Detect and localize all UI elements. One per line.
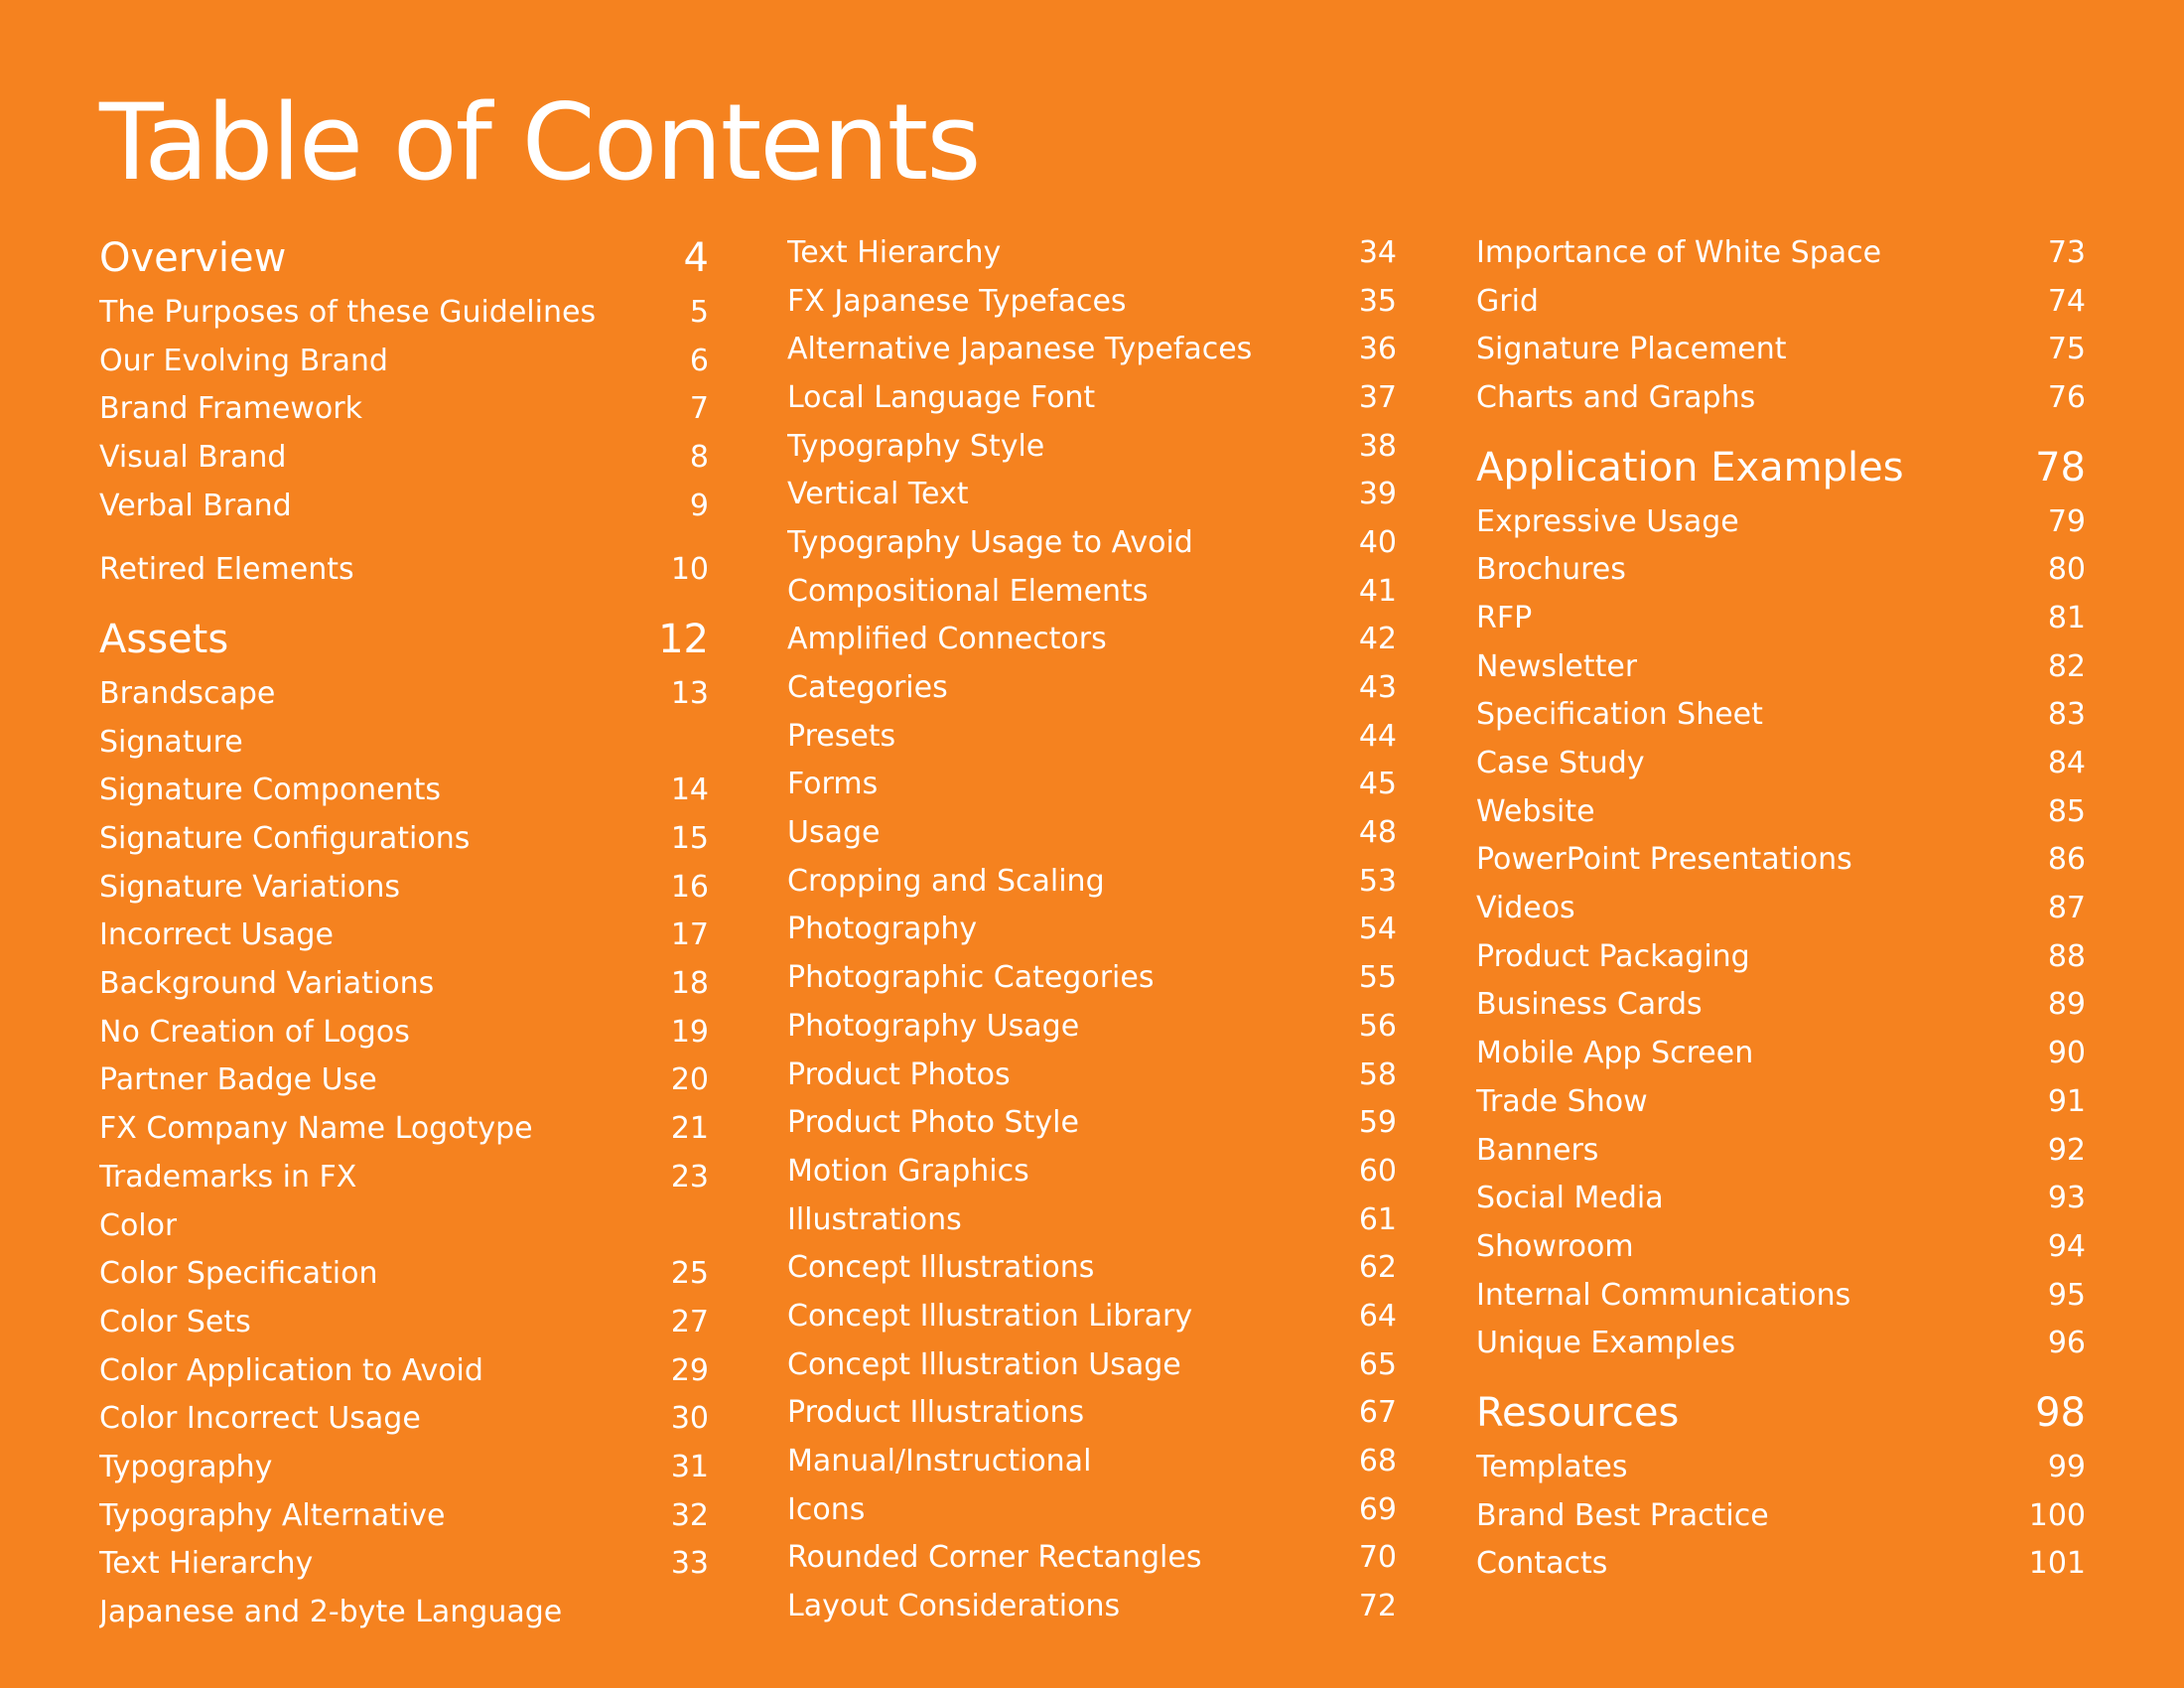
entry-title: Signature Components — [99, 773, 442, 808]
page-number: 25 — [670, 1256, 709, 1292]
toc-entry[interactable] — [99, 1346, 709, 1395]
toc-entry[interactable] — [99, 912, 709, 960]
entry-title: Expressive Usage — [1476, 503, 1739, 539]
toc-entry[interactable] — [1476, 884, 2086, 932]
toc-section-heading[interactable] — [1476, 1383, 2086, 1443]
page-number: 88 — [2047, 938, 2086, 974]
page-number: 75 — [2047, 332, 2086, 367]
toc-entry[interactable] — [1476, 739, 2086, 787]
entry-title: Typography Style — [787, 428, 1045, 464]
entry-title: Internal Communications — [1476, 1277, 1851, 1313]
toc-entry[interactable] — [1476, 594, 2086, 642]
toc-entry[interactable] — [99, 337, 709, 385]
page-number: 53 — [1358, 863, 1397, 899]
page-number: 59 — [1358, 1105, 1397, 1141]
page-title: Table of Contents — [99, 81, 980, 204]
entry-title: Icons — [787, 1491, 866, 1527]
entry-title: Product Packaging — [1476, 938, 1750, 974]
entry-title: Usage — [787, 815, 881, 851]
page-number: 18 — [670, 966, 709, 1002]
page-number: 13 — [670, 675, 709, 711]
page-number: 73 — [2047, 234, 2086, 270]
toc-entry[interactable] — [787, 616, 1397, 664]
toc-entry[interactable] — [787, 518, 1397, 567]
page-number: 27 — [670, 1304, 709, 1339]
page-number: 38 — [1358, 428, 1397, 464]
page-number: 89 — [2047, 987, 2086, 1023]
toc-entry[interactable] — [787, 470, 1397, 518]
entry-title: Templates — [1476, 1449, 1628, 1484]
entry-title: Signature Configurations — [99, 821, 471, 857]
page-number: 67 — [1358, 1395, 1397, 1431]
toc-entry[interactable] — [1476, 373, 2086, 422]
page-number: 100 — [2028, 1497, 2086, 1533]
entry-title: Product Illustrations — [787, 1395, 1085, 1431]
entry-title: Brandscape — [99, 675, 276, 711]
toc-entry[interactable] — [99, 669, 709, 718]
toc-entry[interactable] — [787, 1389, 1397, 1438]
entry-title: FX Company Name Logotype — [99, 1111, 533, 1147]
toc-section-heading[interactable] — [99, 228, 709, 288]
page-number: 80 — [2047, 552, 2086, 588]
entry-title: Visual Brand — [99, 439, 287, 475]
entry-title: Signature Placement — [1476, 332, 1787, 367]
toc-entry[interactable] — [787, 761, 1397, 809]
page-number: 44 — [1358, 718, 1397, 754]
toc-entry[interactable] — [1476, 497, 2086, 546]
page-number: 30 — [670, 1401, 709, 1437]
toc-entry[interactable] — [1476, 1443, 2086, 1491]
toc-entry[interactable] — [787, 712, 1397, 761]
entry-title: Specification Sheet — [1476, 697, 1763, 733]
entry-title: Text Hierarchy — [787, 234, 1002, 270]
toc-entry[interactable] — [787, 567, 1397, 616]
entry-title: Color Incorrect Usage — [99, 1401, 421, 1437]
page-number: 84 — [2047, 746, 2086, 781]
toc-column-3 — [1476, 228, 2086, 1588]
toc-entry[interactable] — [1476, 228, 2086, 277]
page-number: 68 — [1358, 1444, 1397, 1479]
entry-title: Color Sets — [99, 1304, 251, 1339]
page-number: 41 — [1358, 573, 1397, 609]
entry-title: Japanese and 2-byte Language — [99, 1595, 563, 1630]
toc-entry[interactable] — [99, 1008, 709, 1056]
entry-title: Illustrations — [787, 1201, 962, 1237]
page-number: 65 — [1358, 1346, 1397, 1382]
page-number: 69 — [1358, 1491, 1397, 1527]
page-number: 20 — [670, 1062, 709, 1098]
toc-entry[interactable] — [99, 545, 709, 594]
entry-title: Newsletter — [1476, 648, 1638, 684]
toc-entry[interactable] — [1476, 1222, 2086, 1271]
entry-title: Charts and Graphs — [1476, 379, 1756, 415]
entry-title: Product Photo Style — [787, 1105, 1079, 1141]
toc-entry[interactable] — [787, 1147, 1397, 1196]
entry-title: Importance of White Space — [1476, 234, 1882, 270]
page-number: 14 — [670, 773, 709, 808]
toc-entry[interactable] — [1476, 1174, 2086, 1222]
page-number: 32 — [670, 1497, 709, 1533]
page-number: 101 — [2028, 1546, 2086, 1582]
toc-column-2 — [787, 228, 1397, 1630]
toc-entry[interactable] — [1476, 1077, 2086, 1126]
entry-title: Categories — [787, 670, 948, 706]
page-number: 96 — [2047, 1326, 2086, 1361]
toc-entry[interactable] — [787, 906, 1397, 954]
entry-title: Compositional Elements — [787, 573, 1149, 609]
toc-entry[interactable] — [99, 718, 709, 767]
page-number: 37 — [1358, 379, 1397, 415]
page-number: 39 — [1358, 477, 1397, 512]
entry-title: FX Japanese Typefaces — [787, 283, 1127, 319]
entry-title: PowerPoint Presentations — [1476, 842, 1852, 878]
entry-title: Grid — [1476, 283, 1539, 319]
toc-entry[interactable] — [787, 1534, 1397, 1583]
entry-title: Mobile App Screen — [1476, 1036, 1754, 1071]
entry-title: Signature — [99, 724, 243, 760]
entry-title: Local Language Font — [787, 379, 1096, 415]
page-number: 86 — [2047, 842, 2086, 878]
page-number: 81 — [2047, 600, 2086, 635]
toc-entry[interactable] — [99, 767, 709, 815]
page-number: 9 — [689, 488, 709, 523]
toc-entry[interactable] — [787, 1340, 1397, 1389]
toc-entry[interactable] — [1476, 932, 2086, 981]
entry-title: No Creation of Logos — [99, 1014, 410, 1050]
entry-title: Unique Examples — [1476, 1326, 1736, 1361]
entry-title: Contacts — [1476, 1546, 1608, 1582]
page-number: 78 — [2035, 444, 2086, 491]
entry-title: Text Hierarchy — [99, 1546, 314, 1582]
toc-entry[interactable] — [99, 433, 709, 482]
toc-entry[interactable] — [787, 1582, 1397, 1630]
entry-title: Trade Show — [1476, 1083, 1648, 1119]
page-number: 83 — [2047, 697, 2086, 733]
toc-entry[interactable] — [1476, 325, 2086, 373]
entry-title: Retired Elements — [99, 552, 354, 588]
page-number: 87 — [2047, 891, 2086, 926]
page-number: 90 — [2047, 1036, 2086, 1071]
entry-title: Background Variations — [99, 966, 435, 1002]
toc-entry[interactable] — [99, 814, 709, 863]
entry-title: Trademarks in FX — [99, 1159, 357, 1195]
page-number: 94 — [2047, 1228, 2086, 1264]
page-number: 16 — [670, 869, 709, 905]
page-number: 42 — [1358, 622, 1397, 657]
toc-entry[interactable] — [99, 959, 709, 1008]
toc-entry[interactable] — [99, 1153, 709, 1201]
toc-entry[interactable] — [787, 422, 1397, 471]
toc-entry[interactable] — [99, 1588, 709, 1636]
page-number: 17 — [670, 917, 709, 953]
entry-title: Manual/Instructional — [787, 1444, 1092, 1479]
page-number: 64 — [1358, 1298, 1397, 1334]
toc-entry[interactable] — [787, 1051, 1397, 1099]
toc-entry[interactable] — [1476, 1271, 2086, 1320]
page-number: 98 — [2035, 1390, 2086, 1437]
page-number: 23 — [670, 1159, 709, 1195]
toc-entry[interactable] — [787, 1437, 1397, 1485]
page-number: 92 — [2047, 1132, 2086, 1168]
page-number: 82 — [2047, 648, 2086, 684]
page-number: 19 — [670, 1014, 709, 1050]
entry-title: Brand Best Practice — [1476, 1497, 1769, 1533]
entry-title: Website — [1476, 793, 1595, 829]
entry-title: Verbal Brand — [99, 488, 292, 523]
entry-title: Showroom — [1476, 1228, 1634, 1264]
toc-entry[interactable] — [787, 663, 1397, 712]
entry-title: Amplified Connectors — [787, 622, 1107, 657]
entry-title: The Purposes of these Guidelines — [99, 294, 597, 330]
entry-title: Videos — [1476, 891, 1575, 926]
page-number: 72 — [1358, 1589, 1397, 1624]
entry-title: Color — [99, 1207, 178, 1243]
toc-entry[interactable] — [787, 1196, 1397, 1244]
toc-entry[interactable] — [787, 857, 1397, 906]
page-number: 99 — [2047, 1449, 2086, 1484]
entry-title: Photography Usage — [787, 1008, 1080, 1044]
entry-title: Product Photos — [787, 1056, 1011, 1092]
toc-entry[interactable] — [1476, 836, 2086, 885]
page-number: 12 — [658, 617, 709, 663]
toc-entry[interactable] — [1476, 642, 2086, 691]
entry-title: Business Cards — [1476, 987, 1703, 1023]
toc-entry[interactable] — [1476, 1319, 2086, 1367]
toc-entry[interactable] — [787, 1292, 1397, 1340]
page-number: 91 — [2047, 1083, 2086, 1119]
entry-title: Brochures — [1476, 552, 1626, 588]
toc-section-heading[interactable] — [1476, 438, 2086, 497]
entry-title: Forms — [787, 767, 879, 802]
toc-entry[interactable] — [99, 1201, 709, 1250]
toc-entry[interactable] — [1476, 277, 2086, 326]
toc-entry[interactable] — [99, 1443, 709, 1491]
page-number: 35 — [1358, 283, 1397, 319]
toc-entry[interactable] — [787, 953, 1397, 1002]
page-number: 48 — [1358, 815, 1397, 851]
page-number: 15 — [670, 821, 709, 857]
toc-section-heading[interactable] — [99, 610, 709, 669]
toc-entry[interactable] — [787, 325, 1397, 373]
page-number: 34 — [1358, 234, 1397, 270]
page-number: 61 — [1358, 1201, 1397, 1237]
entry-title: Typography Usage to Avoid — [787, 524, 1193, 560]
entry-title: Incorrect Usage — [99, 917, 334, 953]
page-number: 95 — [2047, 1277, 2086, 1313]
entry-title: Vertical Text — [787, 477, 969, 512]
entry-title: Case Study — [1476, 746, 1645, 781]
toc-entry[interactable] — [99, 482, 709, 530]
entry-title: Rounded Corner Rectangles — [787, 1540, 1202, 1576]
toc-entry[interactable] — [1476, 1126, 2086, 1175]
page-number: 6 — [689, 343, 709, 378]
entry-title: Photographic Categories — [787, 960, 1155, 996]
toc-entry[interactable] — [99, 1056, 709, 1105]
entry-title: Brand Framework — [99, 391, 362, 427]
page-number: 54 — [1358, 912, 1397, 947]
page-number: 85 — [2047, 793, 2086, 829]
toc-entry[interactable] — [99, 1104, 709, 1153]
toc-entry[interactable] — [99, 288, 709, 337]
entry-title: Banners — [1476, 1132, 1599, 1168]
toc-entry[interactable] — [1476, 1029, 2086, 1077]
entry-title: Alternative Japanese Typefaces — [787, 332, 1253, 367]
entry-title: Photography — [787, 912, 978, 947]
entry-title: Presets — [787, 718, 896, 754]
page-number: 70 — [1358, 1540, 1397, 1576]
page-number: 8 — [689, 439, 709, 475]
toc-entry[interactable] — [787, 1243, 1397, 1292]
page-number: 36 — [1358, 332, 1397, 367]
toc-entry[interactable] — [99, 1540, 709, 1589]
entry-title: RFP — [1476, 600, 1533, 635]
page-number: 21 — [670, 1111, 709, 1147]
page-number: 62 — [1358, 1250, 1397, 1286]
toc-entry[interactable] — [787, 373, 1397, 422]
toc-entry[interactable] — [1476, 787, 2086, 836]
toc-entry[interactable] — [787, 1002, 1397, 1051]
page-number: 10 — [670, 552, 709, 588]
entry-title: Color Application to Avoid — [99, 1352, 483, 1388]
entry-title: Typography Alternative — [99, 1497, 446, 1533]
page-number: 5 — [689, 294, 709, 330]
toc-entry[interactable] — [787, 228, 1397, 277]
page-number: 76 — [2047, 379, 2086, 415]
toc-entry[interactable] — [787, 1098, 1397, 1147]
entry-title: Concept Illustrations — [787, 1250, 1095, 1286]
entry-title: Color Specification — [99, 1256, 378, 1292]
page-number: 93 — [2047, 1181, 2086, 1216]
toc-entry[interactable] — [99, 1394, 709, 1443]
entry-title: Cropping and Scaling — [787, 863, 1105, 899]
page-number: 29 — [670, 1352, 709, 1388]
toc-entry[interactable] — [99, 384, 709, 433]
section-title: Application Examples — [1476, 444, 1904, 491]
page-number: 56 — [1358, 1008, 1397, 1044]
section-title: Assets — [99, 617, 229, 663]
page-number: 33 — [670, 1546, 709, 1582]
toc-entry[interactable] — [1476, 1540, 2086, 1589]
toc-entry[interactable] — [787, 277, 1397, 326]
toc-entry[interactable] — [787, 808, 1397, 857]
page-number: 79 — [2047, 503, 2086, 539]
toc-entry[interactable] — [99, 863, 709, 912]
section-title: Resources — [1476, 1390, 1680, 1437]
toc-entry[interactable] — [1476, 545, 2086, 594]
toc-entry[interactable] — [99, 1249, 709, 1298]
page-number: 4 — [683, 235, 709, 281]
toc-entry[interactable] — [787, 1485, 1397, 1534]
entry-title: Signature Variations — [99, 869, 400, 905]
toc-entry[interactable] — [1476, 981, 2086, 1030]
toc-column-1 — [99, 228, 709, 1636]
entry-title: Concept Illustration Usage — [787, 1346, 1181, 1382]
entry-title: Motion Graphics — [787, 1153, 1029, 1189]
page-number: 55 — [1358, 960, 1397, 996]
page-number: 7 — [689, 391, 709, 427]
entry-title: Our Evolving Brand — [99, 343, 388, 378]
entry-title: Layout Considerations — [787, 1589, 1121, 1624]
page-number: 45 — [1358, 767, 1397, 802]
page-number: 60 — [1358, 1153, 1397, 1189]
page-number: 58 — [1358, 1056, 1397, 1092]
page-number: 74 — [2047, 283, 2086, 319]
toc-entry[interactable] — [1476, 691, 2086, 740]
page-number: 43 — [1358, 670, 1397, 706]
page-number: 31 — [670, 1449, 709, 1484]
page-number: 40 — [1358, 524, 1397, 560]
entry-title: Concept Illustration Library — [787, 1298, 1193, 1334]
toc-entry[interactable] — [1476, 1491, 2086, 1540]
section-title: Overview — [99, 235, 287, 281]
toc-entry[interactable] — [99, 1298, 709, 1346]
entry-title: Partner Badge Use — [99, 1062, 377, 1098]
toc-entry[interactable] — [99, 1491, 709, 1540]
entry-title: Social Media — [1476, 1181, 1664, 1216]
entry-title: Typography — [99, 1449, 273, 1484]
